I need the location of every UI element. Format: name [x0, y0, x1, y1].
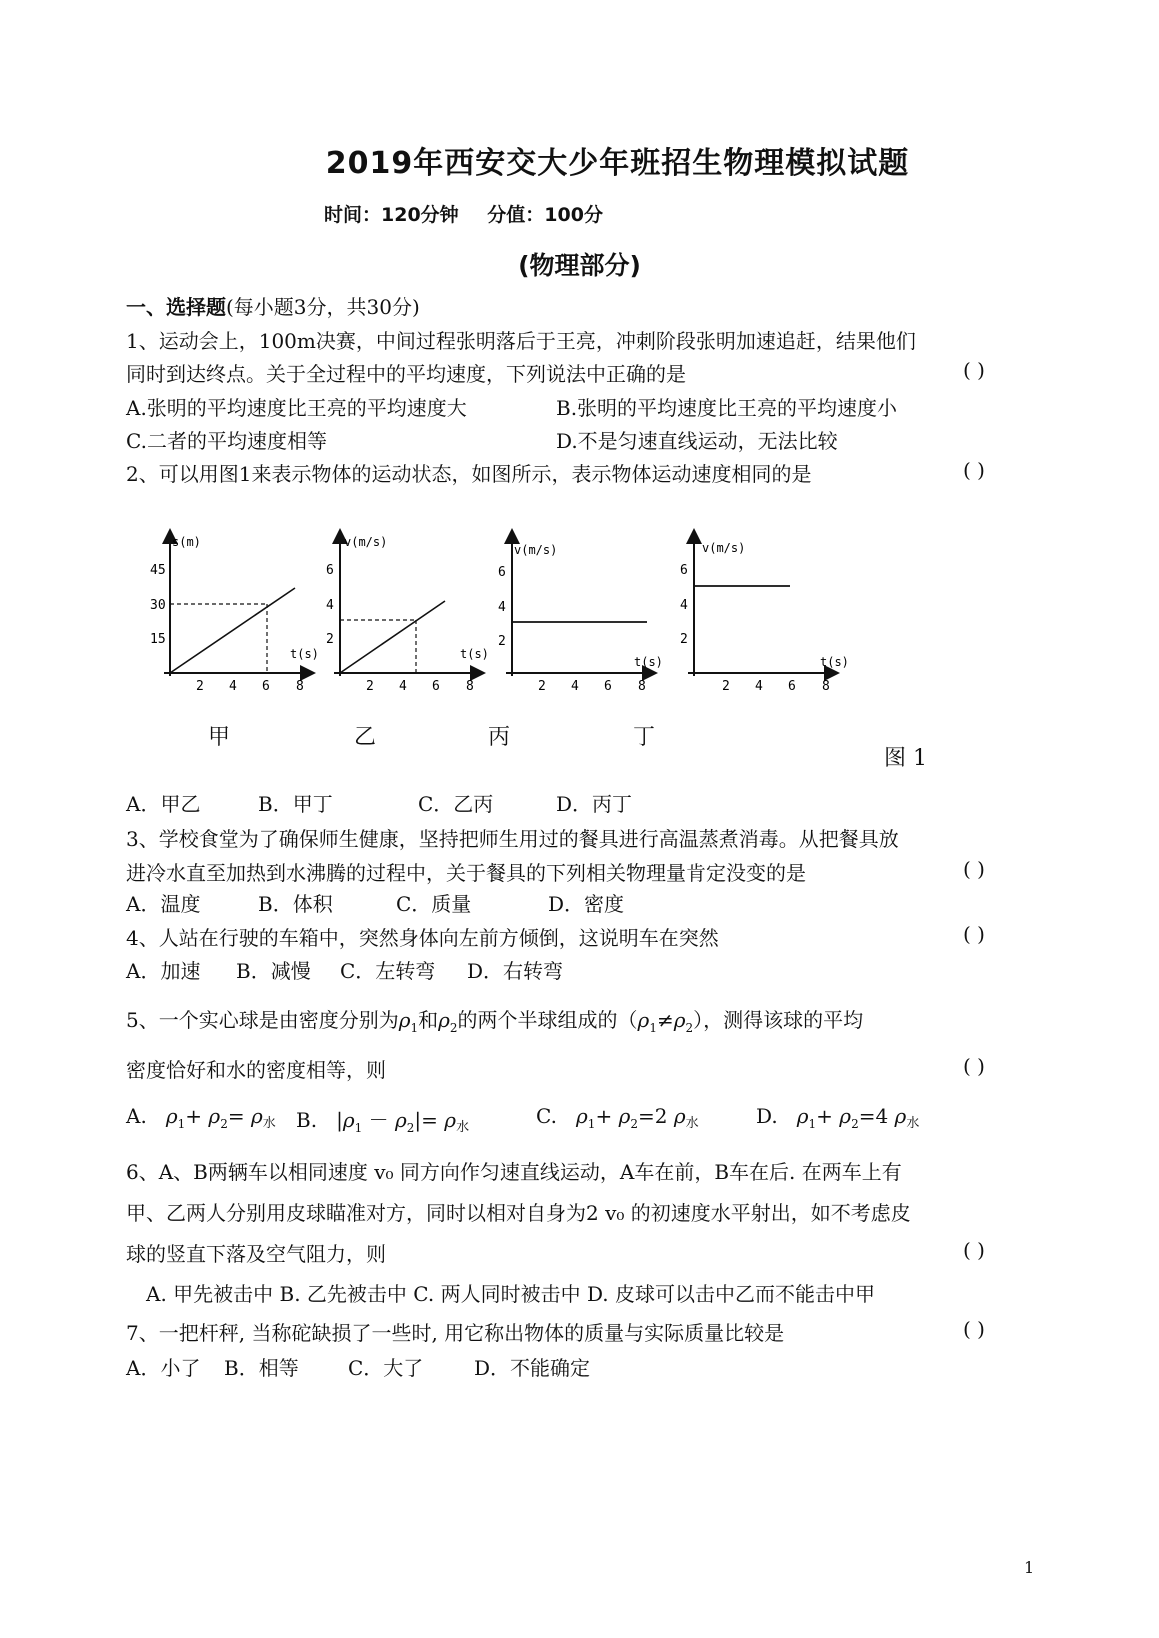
q1-answer-blank: ( )	[963, 358, 985, 382]
graph-bing-label: 丙	[488, 725, 511, 750]
graph-ding-ytick-2: 2	[680, 632, 688, 647]
q3-stem-line2: 进冷水直至加热到水沸腾的过程中，关于餐具的下列相关物理量肯定没变的是	[126, 861, 806, 885]
graph-bing-xlabel: t(s)	[634, 655, 663, 669]
figure-1-graphs	[150, 528, 870, 698]
graph-jia-xtick-6: 6	[262, 679, 270, 694]
graph-jia-ylabel: s(m)	[172, 535, 201, 549]
graph-ding-ytick-6: 6	[680, 563, 688, 578]
graph-bing-xtick-2: 2	[538, 679, 546, 694]
graph-jia-xlabel: t(s)	[290, 647, 319, 661]
page-title: 2019年西安交大少年班招生物理模拟试题	[325, 146, 910, 181]
q5-stem-line2: 密度恰好和水的密度相等，则	[126, 1058, 386, 1082]
graph-ding-ytick-4: 4	[680, 598, 688, 613]
graph-yi-ytick-6: 6	[326, 563, 334, 578]
q4-stem: 4、人站在行驶的车箱中，突然身体向左前方倾倒，这说明车在突然	[126, 926, 719, 950]
graph-yi-ylabel: v(m/s)	[344, 535, 388, 549]
q4-answer-blank: ( )	[963, 922, 985, 946]
q1-option-a: A.张明的平均速度比王亮的平均速度大	[126, 396, 467, 420]
graph-ding-xtick-6: 6	[788, 679, 796, 694]
graph-jia-line	[170, 588, 295, 673]
exam-score: 分值：100分	[487, 204, 603, 226]
graph-bing-ytick-4: 4	[498, 600, 506, 615]
graph-yi-ytick-4: 4	[326, 598, 334, 613]
graph-jia-xtick-4: 4	[229, 679, 237, 694]
q7-answer-blank: ( )	[963, 1317, 985, 1341]
page-number: 1	[1024, 1558, 1035, 1577]
graph-ding-xlabel: t(s)	[820, 655, 849, 669]
graph-jia-ytick-45: 45	[150, 563, 166, 578]
q1-stem-line1: 1、运动会上，100m决赛，中间过程张明落后于王亮，冲刺阶段张明加速追赶，结果他们	[126, 329, 916, 353]
graph-ding-ylabel: v(m/s)	[702, 541, 746, 555]
q6-stem-line3: 球的竖直下落及空气阻力，则	[126, 1242, 386, 1266]
graph-yi	[326, 535, 489, 694]
q3-option-b: B．体积	[258, 892, 333, 916]
q3-answer-blank: ( )	[963, 857, 985, 881]
section-note: (每小题3分，共30分)	[226, 295, 420, 319]
q4-option-c: C．左转弯	[340, 959, 436, 983]
section-heading	[126, 291, 420, 320]
q2-option-a: A．甲乙	[126, 792, 201, 816]
q1-stem-line2: 同时到达终点。关于全过程中的平均速度，下列说法中正确的是	[126, 362, 686, 386]
q6-stem-line1: 6、A、B两辆车以相同速度 v₀ 同方向作匀速直线运动，A车在前，B车在后. 在两车上有	[126, 1160, 902, 1184]
graph-bing-ylabel: v(m/s)	[514, 543, 558, 557]
q4-option-a: A．加速	[126, 959, 201, 983]
graph-jia-ytick-30: 30	[150, 598, 166, 613]
q3-option-d: D．密度	[548, 892, 625, 916]
figure-caption: 图 1	[884, 746, 927, 771]
graph-ding-xtick-2: 2	[722, 679, 730, 694]
q7-option-b: B．相等	[224, 1356, 299, 1380]
graph-yi-xtick-2: 2	[366, 679, 374, 694]
q4-option-d: D．右转弯	[467, 959, 564, 983]
graph-ding-xtick-8: 8	[822, 679, 830, 694]
q7-option-d: D．不能确定	[474, 1356, 591, 1380]
graph-jia-xtick-2: 2	[196, 679, 204, 694]
q3-option-a: A．温度	[126, 892, 201, 916]
section-title: 一、选择题	[126, 295, 226, 319]
graph-jia-label: 甲	[208, 725, 231, 750]
graph-yi-xtick-6: 6	[432, 679, 440, 694]
graph-bing-xtick-8: 8	[638, 679, 646, 694]
exam-time: 时间：120分钟	[324, 204, 459, 226]
q1-option-b: B.张明的平均速度比王亮的平均速度小	[556, 396, 898, 420]
q7-option-a: A．小了	[126, 1356, 201, 1380]
q6-options: A. 甲先被击中 B. 乙先被击中 C. 两人同时被击中 D. 皮球可以击中乙而不能击中甲	[146, 1282, 875, 1306]
q5-option-d: D. $\rho_1+ \rho_2=4$ $\rho_水$	[756, 1104, 920, 1131]
graph-yi-xlabel: t(s)	[460, 647, 489, 661]
part-heading: (物理部分)	[518, 251, 641, 280]
graph-bing-xtick-4: 4	[571, 679, 579, 694]
graph-bing-ytick-2: 2	[498, 634, 506, 649]
graph-yi-xtick-4: 4	[399, 679, 407, 694]
graph-ding-label: 丁	[633, 725, 656, 750]
graph-yi-label: 乙	[354, 725, 377, 750]
q6-stem-line2: 甲、乙两人分别用皮球瞄准对方，同时以相对自身为2 v₀ 的初速度水平射出，如不考虑皮	[126, 1201, 911, 1225]
graph-yi-xtick-8: 8	[466, 679, 474, 694]
q2-answer-blank: ( )	[963, 458, 985, 482]
graph-jia-xtick-8: 8	[296, 679, 304, 694]
q3-stem-line1: 3、学校食堂为了确保师生健康，坚持把师生用过的餐具进行高温蒸煮消毒。从把餐具放	[126, 827, 899, 851]
graph-yi-line	[340, 601, 445, 673]
q2-option-c: C．乙丙	[418, 792, 494, 816]
graph-jia-ytick-15: 15	[150, 632, 166, 647]
q3-option-c: C．质量	[396, 892, 472, 916]
graph-jia	[150, 535, 319, 694]
graph-ding	[680, 536, 849, 694]
q5-option-b: B. $|\rho_1 - \rho_2|= \rho_水$	[296, 1108, 470, 1135]
q7-option-c: C．大了	[348, 1356, 424, 1380]
graph-bing	[498, 536, 663, 694]
q6-answer-blank: ( )	[963, 1238, 985, 1262]
q2-option-b: B．甲丁	[258, 792, 333, 816]
q2-stem: 2、可以用图1来表示物体的运动状态，如图所示，表示物体运动速度相同的是	[126, 462, 812, 486]
graph-ding-xtick-4: 4	[755, 679, 763, 694]
q5-option-a: A. $\rho_1+ \rho_2= \rho_水$	[126, 1104, 276, 1131]
q7-stem: 7、一把杆秤, 当称砣缺损了一些时, 用它称出物体的质量与实际质量比较是	[126, 1321, 785, 1345]
q5-answer-blank: ( )	[963, 1054, 985, 1078]
q2-option-d: D．丙丁	[556, 792, 633, 816]
graph-bing-xtick-6: 6	[604, 679, 612, 694]
graph-yi-ytick-2: 2	[326, 632, 334, 647]
q1-option-d: D.不是匀速直线运动，无法比较	[556, 429, 838, 453]
q5-stem-line1: 5、一个实心球是由密度分别为$\rho_1$和$\rho_2$的两个半球组成的$(\rho_1\ne\rho_2)$，测得该球的平均	[126, 1008, 864, 1035]
graph-bing-ytick-6: 6	[498, 565, 506, 580]
q4-option-b: B．减慢	[236, 959, 311, 983]
q1-option-c: C.二者的平均速度相等	[126, 429, 327, 453]
q5-option-c: C. $\rho_1+ \rho_2=2$ $\rho_水$	[536, 1104, 699, 1131]
exam-meta	[324, 200, 625, 227]
